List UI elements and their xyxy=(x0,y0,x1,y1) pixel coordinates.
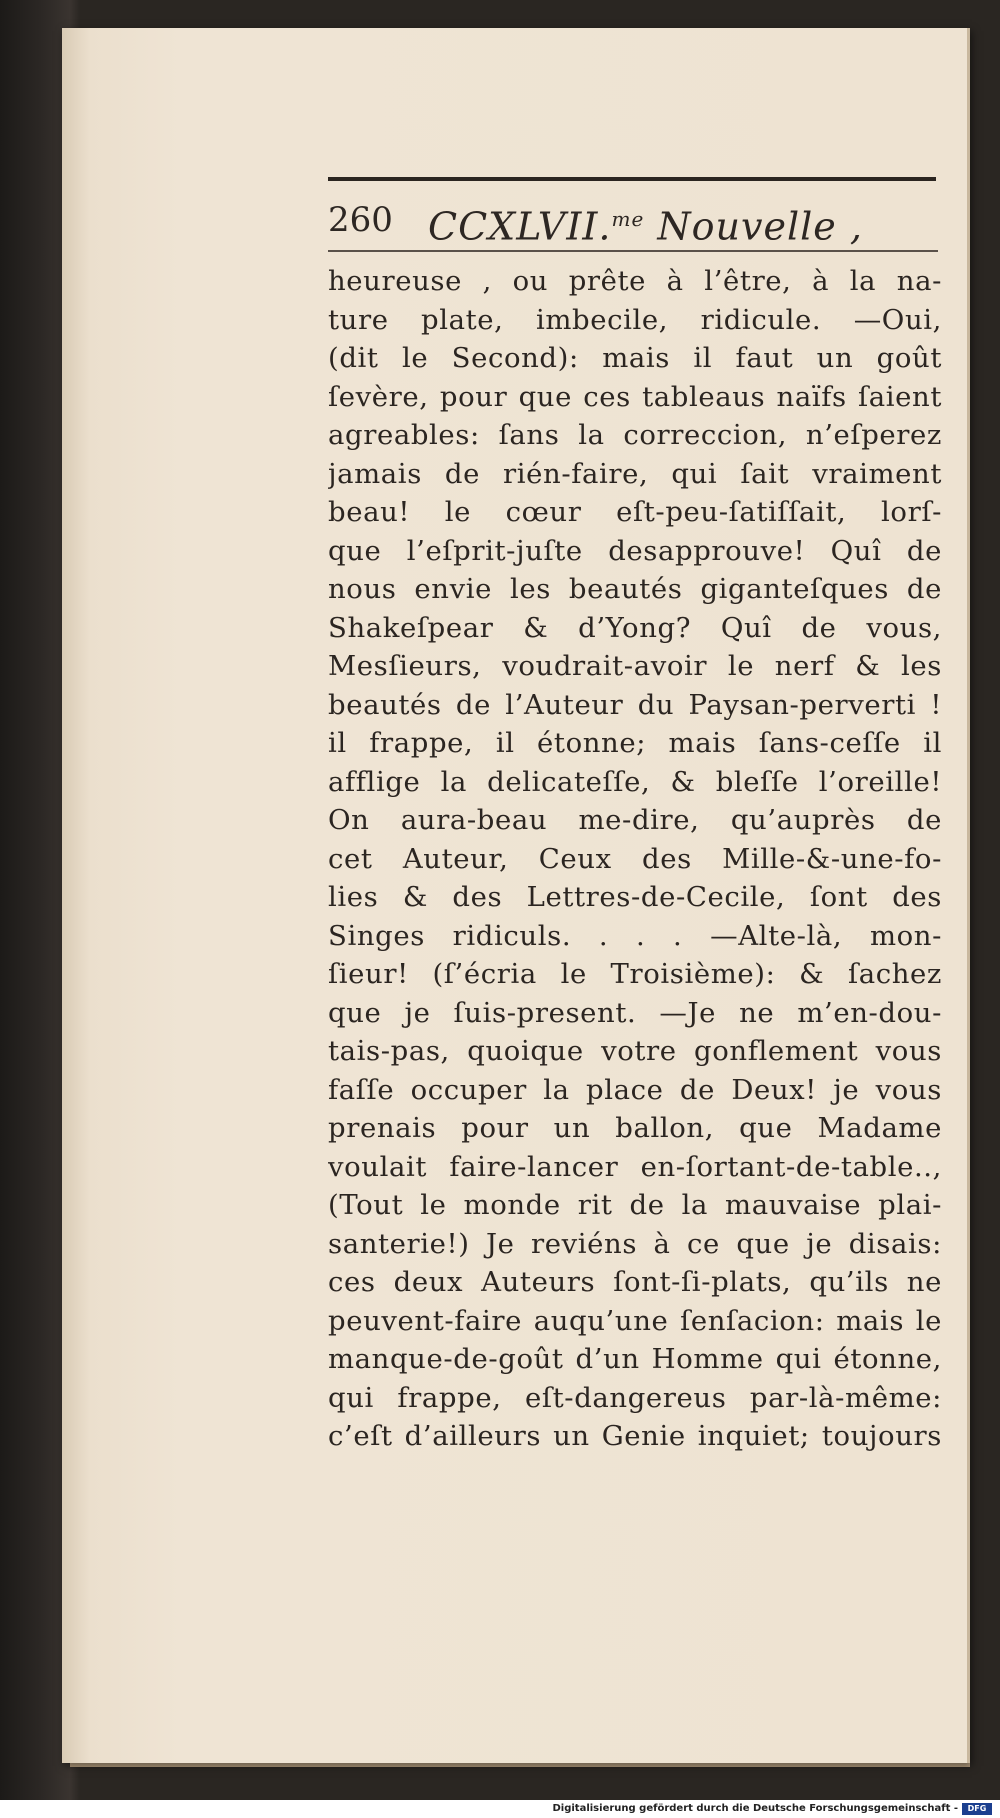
text-line: cet Auteur, Ceux des Mille-&-une-fo- xyxy=(328,842,942,875)
text-line: c’eſt d’ailleurs un Genie inquiet; toujours xyxy=(328,1420,942,1452)
text-line: faſſe occuper la place de Deux! je vous xyxy=(328,1073,942,1106)
text-line: santerie!) Je reviéns à ce que je disais: xyxy=(328,1227,942,1260)
page-number: 260 xyxy=(328,200,393,240)
running-title-main: CCXLVII. xyxy=(428,204,612,249)
text-line: jamais de rién-faire, qui ſait vraiment xyxy=(328,457,942,490)
running-header xyxy=(328,192,938,248)
text-line: tais-pas, quoique votre gonflement vous xyxy=(328,1035,942,1067)
running-title xyxy=(428,196,863,250)
text-line: que je ſuis-present. —Je ne m’en-dou- xyxy=(328,996,942,1029)
text-line: ture plate, imbecile, ridicule. —Oui, xyxy=(328,303,942,336)
running-title-superscript: me xyxy=(611,207,645,231)
text-line: afflige la delicateſſe, & bleſſe l’oreille! xyxy=(328,765,942,798)
text-line: peuvent-faire auqu’une ſenſacion: mais le xyxy=(328,1304,942,1337)
text-line: heureuse , ou prête à l’être, à la na- xyxy=(328,265,942,297)
text-line: qui frappe, eſt-dangereus par-là-même: xyxy=(328,1381,942,1414)
text-line: nous envie les beautés giganteſques de xyxy=(328,573,942,605)
text-line: Shakeſpear & d’Yong? Quî de vous, xyxy=(328,611,942,644)
dfg-logo: DFG xyxy=(962,1803,992,1815)
text-line: (Tout le monde rit de la mauvaise plai- xyxy=(328,1189,942,1221)
text-line: ſevère, pour que ces tableaus naïfs ſaient xyxy=(328,380,942,413)
text-line: Singes ridiculs. . . . —Alte-là, mon- xyxy=(328,919,942,952)
text-line: manque-de-goût d’un Homme qui étonne, xyxy=(328,1343,942,1375)
text-line: voulait faire-lancer en-ſortant-de-table.., xyxy=(328,1150,942,1183)
text-line: Mesſieurs, voudrait-avoir le nerf & les xyxy=(328,650,942,682)
text-line: lies & des Lettres-de-Cecile, ſont des xyxy=(328,881,942,913)
running-title-suffix: Nouvelle , xyxy=(657,204,863,249)
digitization-credit: Digitalisierung gefördert durch die Deutsche Forschungsgemeinschaft - xyxy=(552,1803,958,1814)
text-line: agreables: ſans la correccion, n’eſperez xyxy=(328,419,942,451)
text-line: ſieur! (ſ’écria le Troisième): & ſachez xyxy=(328,958,942,990)
text-line: que l’eſprit-juſte desapprouve! Quî de xyxy=(328,534,942,567)
text-line: beau! le cœur eſt-peu-ſatiſſait, lorſ- xyxy=(328,496,942,528)
text-line: On aura-beau me-dire, qu’auprès de xyxy=(328,804,942,836)
text-line: il frappe, il étonne; mais ſans-ceſſe il xyxy=(328,727,942,759)
text-line: prenais pour un ballon, que Madame xyxy=(328,1112,942,1144)
header-top-rule xyxy=(328,177,936,181)
text-line: beautés de l’Auteur du Paysan-perverti ! xyxy=(328,688,942,721)
header-bottom-rule xyxy=(328,250,938,252)
text-line: (dit le Second): mais il faut un goût xyxy=(328,342,942,374)
text-line: ces deux Auteurs ſont-ſi-plats, qu’ils ne xyxy=(328,1266,942,1298)
body-text xyxy=(328,262,942,1456)
